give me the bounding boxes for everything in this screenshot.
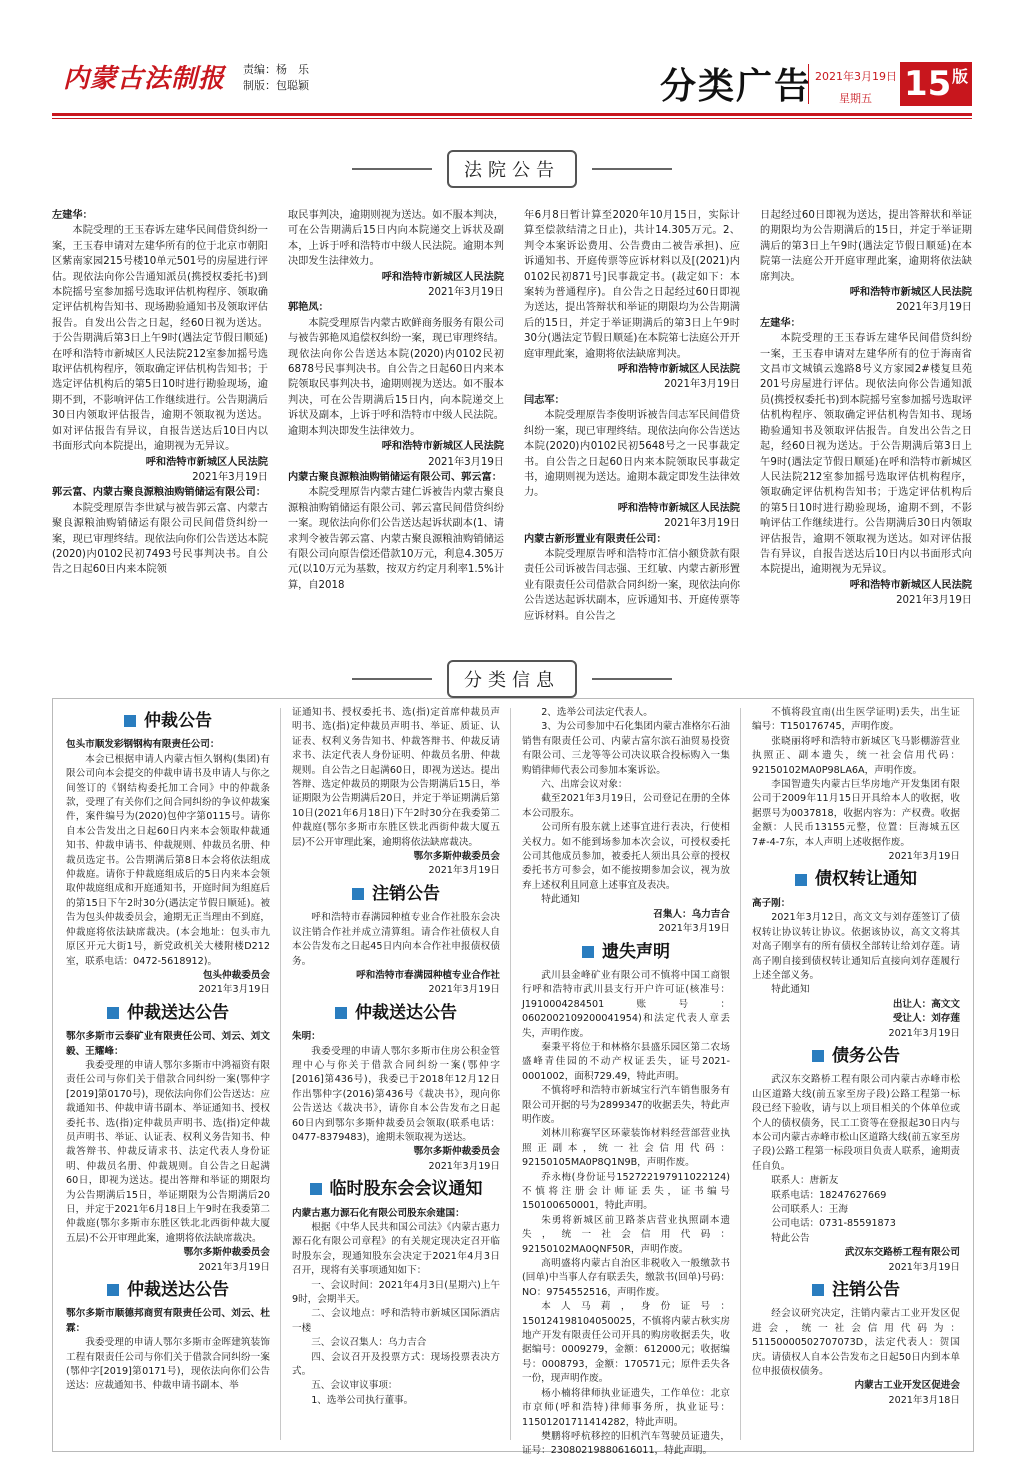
- notice-paragraph: 我委受理的申请人鄂尔多斯市金晖建筑装饰工程有限责任公司与你们关于借款合同纠纷一案(鄂仲字[2019]第0171号)，现依法向你们公告送达：应裁通知书、仲裁申请书副本、举: [66, 1337, 270, 1392]
- notice-date: 2021年3月18日: [888, 1394, 960, 1406]
- notice-paragraph: 刘林川称赛罕区环蒙装饰材料经营部营业执照正副本，统一社会信用代码：92150105MA0P8Q1N9B，声明作废。: [522, 1128, 730, 1169]
- notice-paragraph: 本人马莉，身份证号：150124198104050025，不慎将内蒙古秋实房地产开发有限责任公司开具的购房收据丢失，收据编号：0009279，金额：612000元；收据编号：0008793，金额：170571元；原件丢失各一份，现声明作废。: [522, 1301, 730, 1385]
- notice-category-title: [292, 883, 500, 904]
- notice-signature: 呼和浩特市新城区人民法院: [617, 364, 740, 376]
- square-bullet-icon: [352, 888, 364, 900]
- notice-category-title: [66, 1280, 270, 1301]
- notice-signature: 出让人：高文文: [892, 998, 960, 1010]
- notice-paragraph: 不慎将呼和浩特市新城宝行汽车销售服务有限公司开据的号为2899347的收据丢失，特此声明作废。: [522, 1085, 730, 1125]
- notice-category-label: 债权转让通知: [815, 869, 917, 890]
- court-column-3: [524, 208, 740, 624]
- notice-category-label: 仲裁送达公告: [127, 1280, 229, 1301]
- notice-signature: 受让人：刘存莲: [892, 1013, 960, 1025]
- column-divider: [510, 708, 511, 1440]
- notice-addressee: 内蒙古新形置业有限责任公司：: [524, 533, 667, 545]
- notice-paragraph: 本院受理原告内蒙古欧鲜商务服务有限公司与被告郭艳凤追偿权纠纷一案，现已审理终结。现依法向你公告送达本院(2020)内0102民初6878号民事判决书。自公告之日起60日内来本院领取民事判决书，逾期则视为送达。如不服本判决，可在公告期满后15日内，向本院递交上诉状及副本，上诉于呼和浩特市中级人民法院。逾期本判决即发生法律效力。: [288, 317, 504, 437]
- banner-line-left: [352, 678, 432, 680]
- notice-date: 2021年3月19日: [888, 1027, 960, 1039]
- notice-paragraph: 杨小楠将律师执业证遗失，工作单位：北京市京师(呼和浩特)律师事务所，执业证号：11501201711414282，特此声明。: [522, 1387, 730, 1428]
- notice-paragraph: 五、会议审议事项：: [311, 1380, 398, 1392]
- notice-paragraph: 乔永梅(身份证号152722197911022124)不慎将注册会计师证丢失，证书编号150100650001，特此声明。: [522, 1171, 730, 1212]
- notice-signature: 武汉东交路桥工程有限公司: [844, 1247, 960, 1259]
- court-banner: [52, 150, 972, 188]
- notice-paragraph: 截至2021年3月19日，公司登记在册的全体本公司股东。: [522, 793, 730, 819]
- notice-paragraph: 特此通知: [541, 894, 580, 906]
- notice-addressee: 左建华：: [760, 317, 801, 329]
- notice-paragraph: 特此通知: [771, 984, 810, 996]
- notice-addressee: 郭艳凤：: [288, 302, 329, 314]
- producer-line: 制版：包聪颖: [243, 79, 309, 92]
- header-rule-thin: [52, 118, 972, 119]
- classified-column-1: [66, 706, 270, 1394]
- notice-date: 2021年3月19日: [428, 1160, 500, 1172]
- notice-paragraph: 本会已根据申请人内蒙古恒久钢构(集团)有限公司向本会提交的仲裁申请书及申请人与你之间签订的《钢结构委托加工合同》中的仲裁条款，受理了有关你们之间合同纠纷的争议仲裁案件，案件编号为(2020)包仲字第0115号。请你自本公告发出之日起60日内来本会领取仲裁通知书、仲裁申请书、仲裁规则、仲裁员名册、仲裁员选定书。公告期满后第8日本会将依法组成仲裁庭。请你于仲裁庭组成后的5日内来本会领取仲裁庭组成和开庭通知书，开庭时间为组庭后的第15日下午2时30分(遇法定节假日顺延)。被告为包头仲裁委员会，逾期无正当理由不到庭，仲裁庭将依法缺席裁决。(本会地址：包头市九原区开元大街1号，新党政机关大楼附楼D212室，联系电话：0472-5618912)。: [66, 753, 270, 967]
- notice-paragraph: 我委受理的申请人鄂尔多斯市住房公积金管理中心与你关于借款合同纠纷一案(鄂仲字[2016]第436号)，我委已于2018年12月12日作出鄂仲字(2016)第436号《裁决书》，现向你公告送达《裁决书》，请你自本公告发布之日起60日内到鄂尔多斯仲裁委员会领取(联系电话：0477-8379483)，逾期未领取视为送达。: [292, 1045, 500, 1143]
- notice-category-title: [752, 869, 960, 890]
- section-title: 分类广告: [660, 66, 813, 107]
- notice-paragraph: 联系电话：18247627669: [771, 1189, 887, 1201]
- notice-paragraph: 经会议研究决定，注销内蒙古工业开发区促进会，统一社会信用代码为：51150000502707073D，法定代表人：贺国庆。请债权人自本公告发布之日起50日内到本单位申报债权债务。: [752, 1308, 960, 1378]
- square-bullet-icon: [107, 1284, 119, 1296]
- square-bullet-icon: [124, 715, 136, 727]
- notice-paragraph: 2、选举公司法定代表人。: [541, 707, 653, 718]
- notice-date: 2021年3月19日: [896, 595, 972, 607]
- notice-paragraph: 本院受理原告呼和浩特市汇信小额贷款有限责任公司诉被告闫志强、王红敏、内蒙古新形置业有限责任公司借款合同纠纷一案，现依法向你公告送达起诉状副本，应诉通知书、开庭传票等应诉材料。自公告之: [524, 548, 740, 622]
- classified-column-3: [522, 706, 730, 1459]
- notice-addressee: 鄂尔多斯市顺德邦商贸有限责任公司、刘云、杜霖：: [66, 1308, 270, 1334]
- notice-category-title: [292, 1002, 500, 1023]
- issue-weekday: 星期五: [839, 92, 872, 105]
- notice-signature: 鄂尔多斯仲裁委员会: [413, 851, 500, 863]
- notice-date: 2021年3月19日: [664, 379, 740, 391]
- notice-paragraph: 证通知书、授权委托书、选(指)定首席仲裁员声明书、选(指)定仲裁员声明书、举证、质证、认证表、权利义务告知书、仲裁答辩书、仲裁反请求书、法定代表人身份证明、仲裁员名册、仲裁规则。自公告之日起满60日，即视为送达。提出答辩、选定仲裁员的期限为公告期满后15日，举证期限为公告期满后20日，并定于举证期满后第10日(2021年6月18日)下午2时30分在我委第二仲裁庭(鄂尔多斯市东胜区铁北西街仲裁大厦五层)不公开审理此案，逾期将依法缺席裁决。: [292, 707, 500, 848]
- notice-category-label: 注销公告: [372, 883, 440, 904]
- notice-paragraph: 武川县金峰矿业有限公司不慎将中国工商银行呼和浩特市武川县支行开户许可证(核准号：J1910004284501账号：0602002109200041954)和法定代表人章丢失，声明作废。: [522, 969, 730, 1039]
- notice-signature: 召集人：乌力吉合: [653, 908, 730, 920]
- notice-date: 2021年3月19日: [428, 984, 500, 996]
- notice-paragraph: 日起经过60日即视为送达，提出答辩状和举证的期限均为公告期满后的15日，并定于举证期满后的第3日上午9时(遇法定节假日顺延)在本院第一法庭公开开庭审理此案，逾期将依法缺席判决。: [760, 210, 972, 283]
- notice-signature: 呼和浩特市新城区人民法院: [849, 579, 972, 591]
- notice-paragraph: 本院受理的王玉春诉左建华民间借贷纠纷一案，王玉春申请对左建华所有的位于北京市朝阳区紫南家园215号楼10单元501号的房屋进行评估。现依法向你公告通知派员(携授权委托书)到本院摇号室参加摇号选取评估机构程序、领取确定评估机构告知书、现场勘验通知书及领取评估报告。自发出公告之日起，经60日视为送达。于公告期满后第3日上午9时(遇法定节假日顺延)在呼和浩特市新城区人民法院212室参加摇号选取评估机构程序，领取确定评估机构告知书；于选定评估机构后的第5日10时进行勘验现场，逾期不到，不影响评估工作继续进行。公告期满后30日内领取评估报告，逾期不领取视为送达。如对评估报告有异议，自报告送达后10日内以书面形式向本院提出，逾期视为无异议。: [52, 225, 268, 453]
- square-bullet-icon: [582, 946, 594, 958]
- notice-paragraph: 本院受理原告李世斌与被告郭云富、内蒙古聚良源粮油购销储运有限公司民间借贷纠纷一案，现已审理终结。现依法向你们公告送达本院(2020)内0102民初7493号民事判决书。自公告之日起60日内来本院领: [52, 502, 268, 576]
- banner-line-left: [352, 168, 432, 170]
- page-suffix: 版: [952, 67, 969, 86]
- notice-paragraph: 1、选举公司执行董事。: [311, 1394, 414, 1406]
- square-bullet-icon: [107, 1007, 119, 1019]
- notice-category-label: 仲裁公告: [144, 711, 212, 731]
- page-number: 15: [904, 64, 952, 104]
- notice-addressee: 鄂尔多斯市云泰矿业有限责任公司、刘云、刘文毅、王耀峰：: [66, 1031, 270, 1057]
- notice-paragraph: 年6月8日暂计算至2020年10月15日，实际计算至偿款结清之日止)，共计14.305万元。2、判令本案诉讼费用、公告费由二被告承担)、应诉通知书、开庭传票等应诉材料以及[(2021)内0102民初871号]民事裁定书。(裁定如下：本案转为普通程序)。自公告之日起经过60日即视为送达，提出答辩状和举证的期限均为公告期满后的15日，并定于举证期满后的第3日上午9时30分(遇法定节假日顺延)在本院第七法庭公开开庭审理此案，逾期将依法缺席判决。: [524, 210, 740, 360]
- notice-category-label: 仲裁送达公告: [127, 1002, 229, 1023]
- classified-column-4: [752, 706, 960, 1408]
- notice-signature: 呼和浩特市新城区人民法院: [381, 441, 504, 453]
- square-bullet-icon: [812, 1284, 824, 1296]
- court-column-1: [52, 208, 268, 578]
- notice-signature: 鄂尔多斯仲裁委员会: [183, 1247, 270, 1259]
- notice-paragraph: 取民事判决，逾期则视为送达。如不服本判决，可在公告期满后15日内向本院递交上诉状及副本，上诉于呼和浩特市中级人民法院。逾期本判决即发生法律效力。: [288, 210, 504, 268]
- square-bullet-icon: [310, 1183, 322, 1195]
- notice-category-label: 仲裁送达公告: [355, 1002, 457, 1023]
- notice-paragraph: 高明盛将内蒙古自治区非税收入一般缴款书(回单)中当事人存有联丢失，缴款书(回单)号码：NO：9754552516，声明作废。: [522, 1258, 730, 1298]
- notice-paragraph: 不慎将段宜南(出生医学证明)丢失，出生证编号：T150176745，声明作废。: [752, 707, 960, 733]
- header-rule: [52, 113, 972, 116]
- notice-category-label: 临时股东会会议通知: [329, 1179, 483, 1200]
- notice-paragraph: 根据《中华人民共和国公司法》《内蒙古惠力源石化有限公司章程》的有关规定现决定召开临时股东会，现通知股东会决定于2021年4月3日召开，现将有关事项通知如下：: [292, 1222, 500, 1277]
- notice-category-title: [66, 711, 270, 731]
- notice-paragraph: 一、会议时间：2021年4月3日(星期六)上午9时，会期半天。: [292, 1279, 500, 1306]
- court-column-4: [760, 208, 972, 609]
- page-number-box: [900, 62, 972, 106]
- notice-paragraph: 公司联系人：王海: [771, 1204, 848, 1215]
- notice-signature: 呼和浩特市春满园种植专业合作社: [356, 969, 500, 981]
- notice-date: 2021年3月19日: [888, 1261, 960, 1273]
- notice-category-title: [752, 1280, 960, 1301]
- notice-paragraph: 六、出席会议对象：: [541, 779, 628, 791]
- date-box: [808, 64, 899, 104]
- notice-category-title: [66, 1002, 270, 1023]
- column-divider: [280, 708, 281, 1440]
- notice-paragraph: 联系人：唐新友: [771, 1175, 839, 1187]
- notice-addressee: 内蒙古聚良源粮油购销储运有限公司、郭云富：: [288, 471, 502, 483]
- editor-credits: [243, 62, 309, 94]
- notice-date: 2021年3月19日: [428, 456, 504, 468]
- square-bullet-icon: [795, 874, 807, 886]
- notice-paragraph: 本院受理的王玉春诉左建华民间借贷纠纷一案，王玉春申请对左建华所有的位于海南省文昌市文城镇云逸路8号义方家园2#楼复旦苑201号房屋进行评估。现依法向你公告通知派员(携授权委托书)到本院摇号室参加摇号选取评估机构程序、领取确定评估机构告知书、现场勘验通知书及领取评估报告。自发出公告之日起，经60日视为送达。于公告期满后第3日上午9时(遇法定节假日顺延)在呼和浩特市新城区人民法院212室参加摇号选取评估机构程序，领取确定评估机构告知书；于选定评估机构后的第5日10时进行勘验现场，逾期不到，不影响评估工作继续进行。公告期满后30日内领取评估报告，逾期不领取视为送达。如对评估报告有异议，自报告送达后10日内以书面形式向本院提出，逾期视为无异议。: [760, 333, 972, 576]
- notice-paragraph: 二、会议地点：呼和浩特市新城区国际酒店一楼: [292, 1308, 500, 1334]
- notice-signature: 包头仲裁委员会: [202, 969, 270, 981]
- notice-paragraph: 四、会议召开及投票方式：现场投票表决方式。: [292, 1351, 500, 1378]
- notice-signature: 呼和浩特市新城区人民法院: [849, 287, 972, 299]
- notice-date: 2021年3月19日: [428, 287, 504, 299]
- notice-signature: 呼和浩特市新城区人民法院: [381, 271, 504, 283]
- notice-paragraph: 公司所有股东就上述事宜进行表决，行使相关权力。如不能到场参加本次会议，可授权委托公司其他成员参加，被委托人须出具公章的授权委托书方可参会，如不能按期参加会议，视为放弃上述权利且同意上述事宜及表决。: [522, 822, 730, 891]
- notice-date: 2021年3月19日: [192, 471, 268, 483]
- notice-paragraph: 我委受理的申请人鄂尔多斯市中鸿福资有限责任公司与你们关于借款合同纠纷一案(鄂仲字[2019]第0170号)，现依法向你们公告送达：应裁通知书、仲裁申请书副本、举证通知书、授权委托书、选(指)定仲裁员声明书、选(指)定仲裁员声明书、举证、认证表、权利义务告知书、仲裁答辩书、仲裁反请求书、法定代表人身份证明、仲裁员名册、仲裁规则。自公告之日起满60日，即视为送达。提出答辩和举证的期限均为公告期满后15日，举证期限为公告期满后20日，并定于2021年6月18日上午9时在我委第二仲裁庭(鄂尔多斯市东胜区铁北北西街仲裁大厦五层)不公开审理此案，逾期将依法缺席裁决。: [66, 1059, 270, 1244]
- notice-signature: 呼和浩特市新城区人民法院: [145, 456, 268, 468]
- notice-date: 2021年3月19日: [658, 923, 730, 935]
- classified-banner: [52, 660, 972, 698]
- masthead: [0, 0, 1024, 115]
- notice-date: 2021年3月19日: [428, 865, 500, 877]
- classified-banner-title: 分类信息: [447, 660, 577, 698]
- notice-date: 2021年3月19日: [888, 851, 960, 863]
- notice-paragraph: 呼和浩特市春满园种植专业合作社股东会决议注销合作社并成立清算组。请合作社债权人自本公告发布之日起45日内向本合作社申报债权债务。: [292, 912, 500, 967]
- notice-paragraph: 樊鹏将呼杭移控的旧机汽车驾驶员证遗失，证号：23080219880616011，特此声明。: [522, 1430, 730, 1457]
- notice-addressee: 高子刚：: [752, 897, 791, 909]
- classified-column-2: [292, 706, 500, 1408]
- notice-date: 2021年3月19日: [198, 984, 270, 996]
- notice-addressee: 包头市顺发彩钢钢构有限责任公司：: [66, 739, 220, 751]
- notice-category-title: [752, 1045, 960, 1066]
- notice-date: 2021年3月19日: [198, 1261, 270, 1273]
- notice-paragraph: 3、为公司参加中石化集团内蒙古准格尔石油销售有限责任公司、内蒙古富尔滨石油贸易投资有限公司、三龙等等公司决议联合投标购入一集购销律师代表公司参加本案诉讼。: [522, 721, 730, 776]
- notice-paragraph: 张晓丽将呼和浩特市新城区飞马影棚游营业执照正、副本遗失，统一社会信用代码：92150102MA0P98LA6A，声明作废。: [752, 735, 960, 776]
- notice-date: 2021年3月19日: [664, 518, 740, 530]
- square-bullet-icon: [812, 1050, 824, 1062]
- banner-line-right: [592, 168, 672, 170]
- notice-paragraph: 公司电话：0731-85591873: [771, 1218, 896, 1230]
- notice-paragraph: 李国智遗失内蒙古巨华房地产开发集团有限公司于2009年11月15日开具给本人的收据，收据票号为0037818，收据内容为：产权费。收据金额：人民币13155元整，位置：巨海城五区7#-4-7东，本人声明上述收据作废。: [752, 779, 960, 848]
- notice-category-title: [292, 1179, 500, 1200]
- notice-signature: 鄂尔多斯仲裁委员会: [413, 1146, 500, 1158]
- court-banner-title: 法院公告: [447, 150, 577, 188]
- notice-paragraph: 2021年3月12日，高文文与刘存莲签订了债权转让协议转让协议。依据该协议，高文文将其对高子刚享有的所有债权全部转让给刘存莲。请高子刚自接到债权转让通知后直接向刘存莲履行上述全部义务。: [752, 912, 960, 981]
- notice-paragraph: 本院受理原告内蒙古建仁诉被告内蒙古聚良源粮油购销储运有限公司、郭云富民间借贷纠纷一案。现依法向你们公告送达起诉状副本(1、请求判令被告郭云富、内蒙古聚良源粮油购销储运有限公司向原告偿还借款10万元，利息4.305万元(以10万元为基数，按双方约定月利率1.5%计算，自2018: [288, 487, 505, 591]
- notice-paragraph: 朱勇将新城区前卫路茶店营业执照副本遗失，统一社会信用代码：92150102MA0QNF50R，声明作废。: [522, 1214, 730, 1255]
- notice-signature: 内蒙古工业开发区促进会: [854, 1380, 960, 1392]
- editor-line: 责编：杨 乐: [243, 63, 309, 76]
- notice-paragraph: 特此公告: [771, 1232, 810, 1244]
- square-bullet-icon: [335, 1007, 347, 1019]
- notice-addressee: 朱明：: [292, 1031, 321, 1043]
- notice-paragraph: 本院受理原告李俊明诉被告闫志军民间借贷纠纷一案，现已审理终结。现依法向你公告送达本院(2020)内0102民初5648号之一民事裁定书。自公告之日起60日内来本院领取民事裁定书，逾期则视为送达。逾期本裁定即发生法律效力。: [524, 410, 740, 499]
- notice-paragraph: 武汉东交路桥工程有限公司内蒙古赤峰市松山区道路大线(前五家至房子段)公路工程第一标段已经下验收，请与以上项目相关的个体单位或个人的债权债务，民工工资等在登报起30日内与本公司内蒙古赤峰市松山区道路大线(前五家至房子段)公路工程第一标段项目负责人联系，逾期责任自负。: [752, 1074, 960, 1172]
- issue-date: 2021年3月19日: [815, 70, 897, 83]
- notice-paragraph: 秦秉平将位于和林格尔县盛乐园区第二农场盛峰青佳园的不动产权证丢失，证号2021-0001002，面积729.49，特此声明。: [522, 1041, 730, 1082]
- notice-addressee: 郭云富、内蒙古聚良源粮油购销储运有限公司：: [52, 487, 266, 499]
- notice-category-title: [522, 941, 730, 962]
- court-column-2: [288, 208, 504, 593]
- notice-signature: 呼和浩特市新城区人民法院: [617, 502, 740, 514]
- notice-date: 2021年3月19日: [896, 302, 972, 314]
- banner-line-right: [592, 678, 672, 680]
- notice-paragraph: 三、会议召集人：乌力吉合: [311, 1337, 427, 1349]
- notice-addressee: 左建华：: [52, 210, 93, 221]
- paper-logo: 内蒙古法制报: [63, 64, 226, 94]
- notice-category-label: 债务公告: [832, 1045, 900, 1066]
- column-divider: [740, 708, 741, 1440]
- notice-category-label: 遗失声明: [602, 941, 670, 962]
- notice-addressee: 内蒙古惠力源石化有限公司股东余建国：: [292, 1207, 465, 1219]
- notice-addressee: 闫志军：: [524, 394, 565, 406]
- notice-category-label: 注销公告: [832, 1280, 900, 1301]
